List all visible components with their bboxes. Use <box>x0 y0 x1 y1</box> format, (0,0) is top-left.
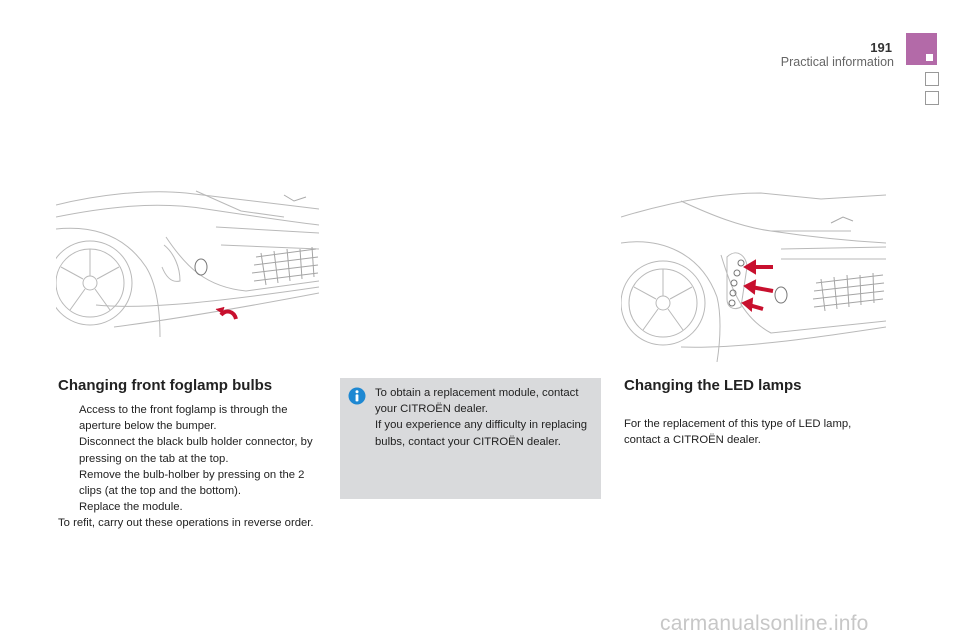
foglamp-illustration <box>56 187 319 337</box>
led-lamp-illustration <box>621 187 886 362</box>
chapter-tab[interactable] <box>925 72 939 86</box>
foglamp-steps <box>58 402 320 532</box>
list-item: Replace the module. <box>79 501 183 514</box>
square-icon <box>926 54 933 61</box>
led-text: For the replacement of this type of LED lamp, contact a CITROËN dealer. <box>624 418 852 447</box>
chapter-tab-active[interactable] <box>906 33 937 65</box>
info-box <box>340 378 601 499</box>
foglamp-heading: Changing front foglamp bulbs <box>58 377 273 394</box>
list-item: Disconnect the black bulb holder connector, by pressing on the tab at the top. <box>79 436 313 465</box>
refit-note: To refit, carry out these operations in reverse order. <box>58 517 314 530</box>
info-icon <box>348 387 366 405</box>
chapter-tab[interactable] <box>925 91 939 105</box>
info-text: To obtain a replacement module, contact your CITROËN dealer. If you experience any difficulty in replacing bulbs, contact your CITROËN dealer. <box>375 387 588 448</box>
page-number: 191 <box>870 40 892 55</box>
led-heading: Changing the LED lamps <box>624 377 802 394</box>
watermark: carmanualsonline.info <box>660 612 869 635</box>
list-item: Remove the bulb-holber by pressing on the 2 clips (at the top and the bottom). <box>79 468 305 498</box>
section-title: Practical information <box>780 55 894 69</box>
list-item: Access to the front foglamp is through the aperture below the bumper. <box>79 404 288 433</box>
